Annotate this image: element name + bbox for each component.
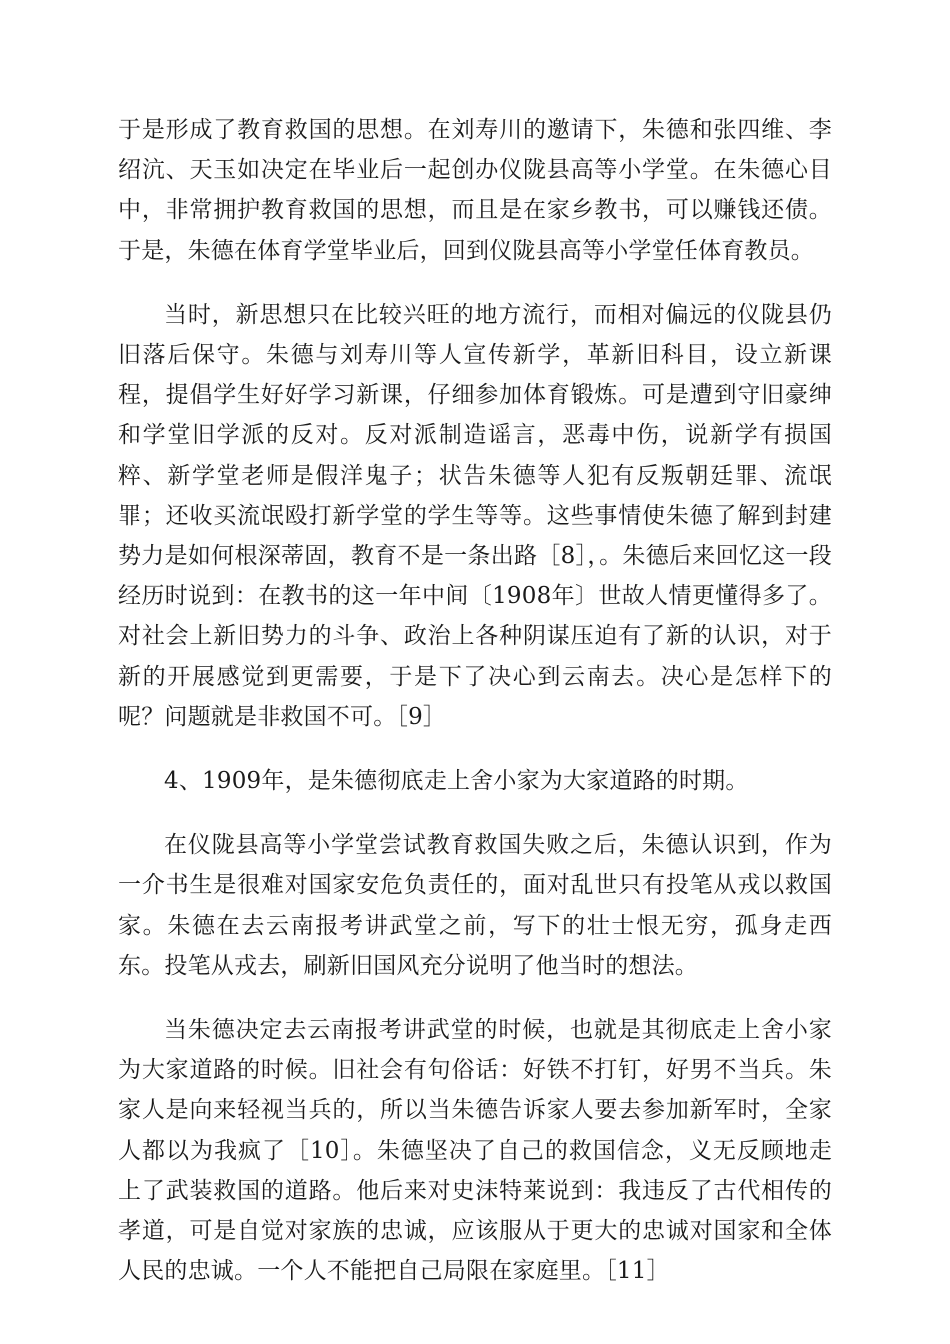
paragraph-3: 4、1909年，是朱德彻底走上舍小家为大家道路的时期。 (164, 768, 749, 795)
paragraph-4: 在仪陇县高等小学堂尝试教育救国失败之后，朱德认识到，作为一介书生是很难对国家安危负责任的，面对乱世只有投笔从戎以救国家。朱德在去云南报考讲武堂之前，写下的壮士恨无穷，孤身走西东。投笔从戎去，刷新旧国风充分说明了他当时的想法。 (118, 832, 832, 979)
paragraph-1: 于是形成了教育救国的思想。在刘寿川的邀请下，朱德和张四维、李绍沆、天玉如决定在毕业后一起创办仪陇县高等小学堂。在朱德心目中，非常拥护教育救国的思想，而且是在家乡教书，可以赚钱还债。于是，朱德在体育学堂毕业后，回到仪陇县高等小学堂任体育教员。 (118, 117, 832, 264)
document-page (118, 110, 832, 1315)
paragraph-2: 当时，新思想只在比较兴旺的地方流行，而相对偏远的仪陇县仍旧落后保守。朱德与刘寿川等人宣传新学，革新旧科目，设立新课程，提倡学生好好学习新课，仔细参加体育锻炼。可是遭到守旧豪绅和学堂旧学派的反对。反对派制造谣言，恶毒中伤，说新学有损国粹、新学堂老师是假洋鬼子；状告朱德等人犯有反叛朝廷罪、流氓罪；还收买流氓殴打新学堂的学生等等。这些事情使朱德了解到封建势力是如何根深蒂固，教育不是一条出路［8］，。朱德后来回忆这一段经历时说到：在教书的这一年中间〔1908年〕世故人情更懂得多了。对社会上新旧势力的斗争、政治上各种阴谋压迫有了新的认识，对于新的开展感觉到更需要，于是下了决心到云南去。决心是怎样下的呢？问题就是非救国不可。［9］ (118, 301, 832, 730)
paragraph-5: 当朱德决定去云南报考讲武堂的时候，也就是其彻底走上舍小家为大家道路的时候。旧社会有句俗话：好铁不打钉，好男不当兵。朱家人是向来轻视当兵的，所以当朱德告诉家人要去参加新军时，全家人都以为我疯了［10］。朱德坚决了自己的救国信念，义无反顾地走上了武装救国的道路。他后来对史沫特莱说到：我违反了古代相传的孝道，可是自觉对家族的忠诚，应该服从于更大的忠诚对国家和全体人民的忠诚。一个人不能把自己局限在家庭里。［11］ (118, 1017, 832, 1285)
